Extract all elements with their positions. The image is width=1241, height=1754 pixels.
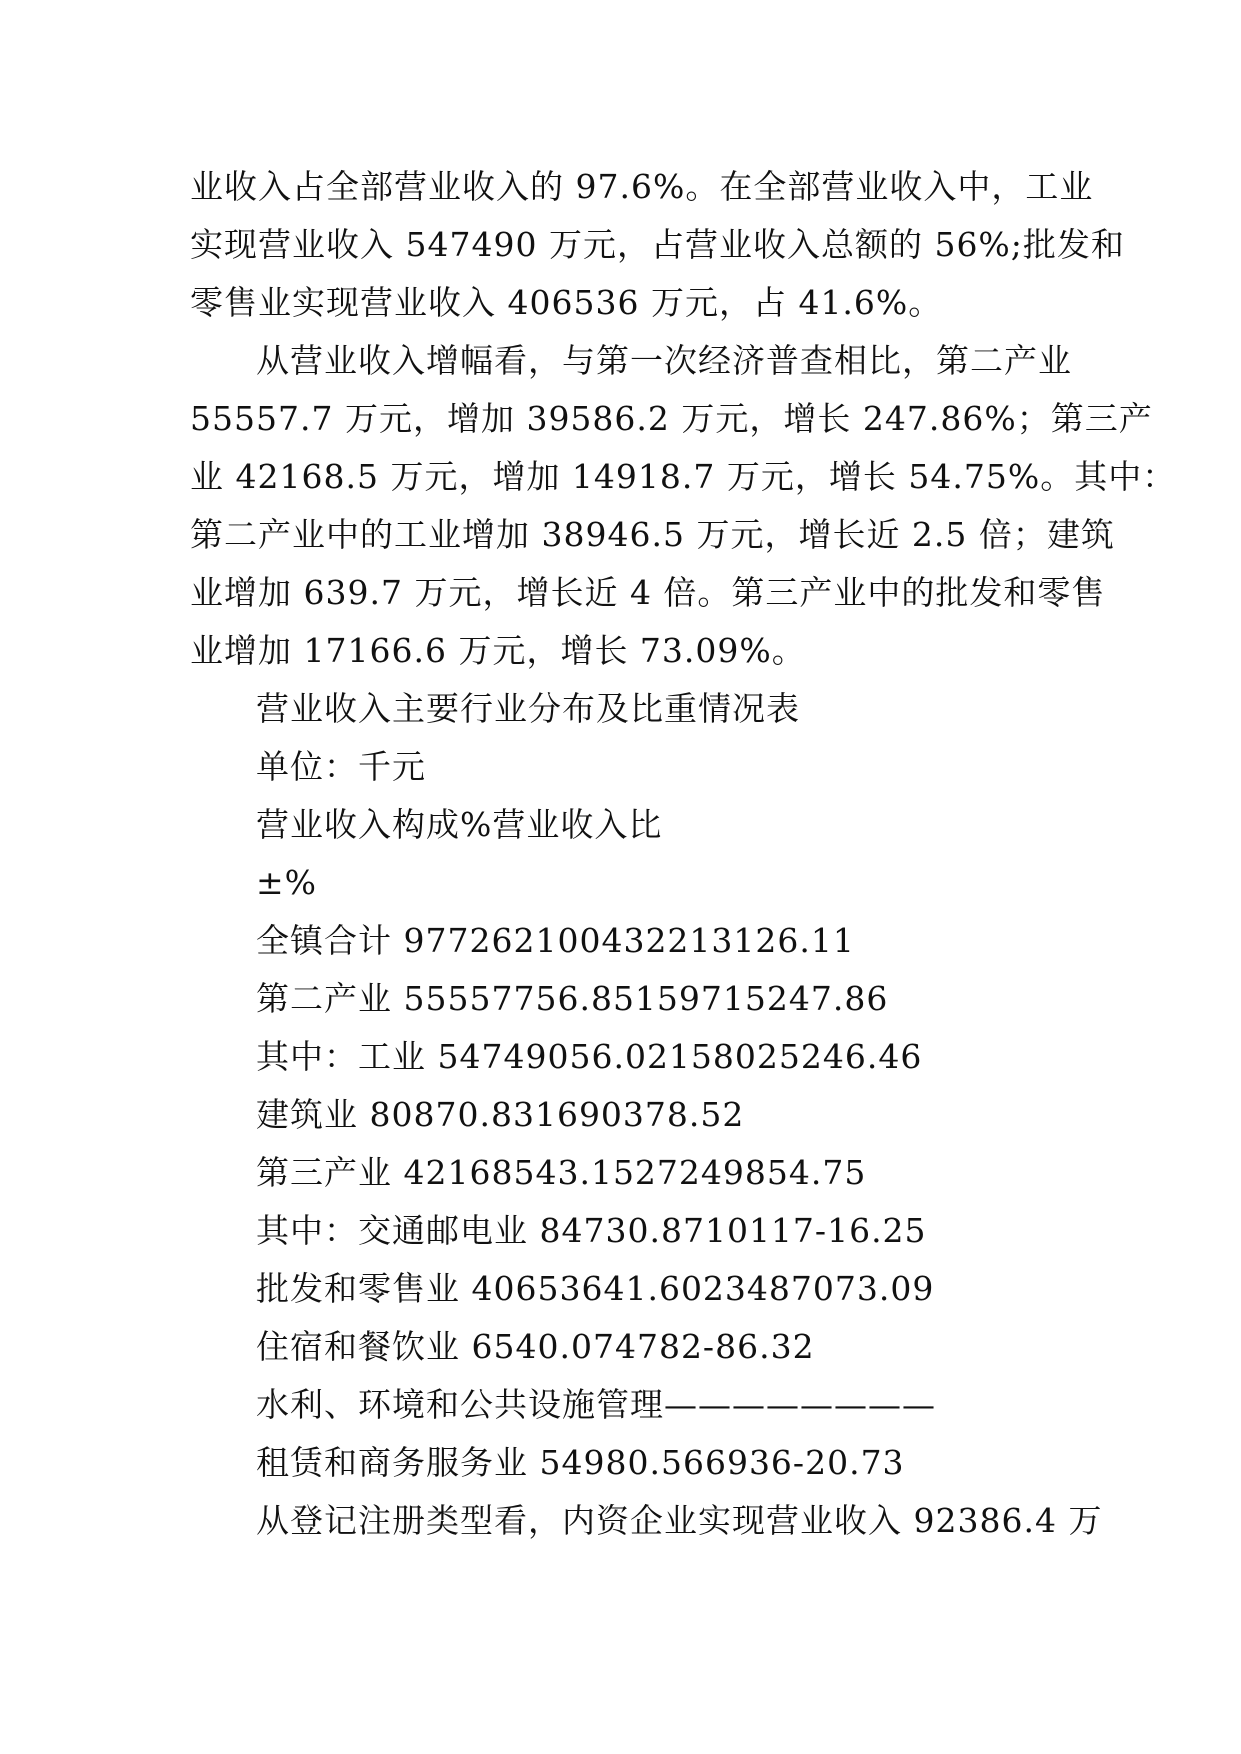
table-title: 营业收入主要行业分布及比重情况表 <box>256 689 800 728</box>
text-line: 业收入占全部营业收入的 97.6%。在全部营业收入中，工业 <box>190 167 1094 206</box>
table-row: 第三产业 42168543.1527249854.75 <box>256 1153 867 1192</box>
text-line: 实现营业收入 547490 万元，占营业收入总额的 56%;批发和 <box>190 225 1125 264</box>
text-line: 第二产业中的工业增加 38946.5 万元，增长近 2.5 倍；建筑 <box>190 515 1115 554</box>
text-line: 零售业实现营业收入 406536 万元，占 41.6%。 <box>190 283 943 322</box>
document-page <box>190 158 1177 1550</box>
table-header-continued: ±% <box>256 863 318 902</box>
table-row: 全镇合计 977262100432213126.11 <box>256 921 855 960</box>
table-header: 营业收入构成%营业收入比 <box>256 805 663 844</box>
industry-revenue-table <box>190 680 1060 1492</box>
paragraph-revenue-growth <box>190 332 1177 680</box>
table-row: 其中：交通邮电业 84730.8710117-16.25 <box>256 1211 927 1250</box>
text-line: 业 42168.5 万元，增加 14918.7 万元，增长 54.75%。其中： <box>190 457 1177 496</box>
text-line: 业增加 639.7 万元，增长近 4 倍。第三产业中的批发和零售 <box>190 573 1106 612</box>
table-unit: 单位：千元 <box>256 747 426 786</box>
closing-text-line: 从登记注册类型看，内资企业实现营业收入 92386.4 万 <box>256 1501 1103 1540</box>
text-line: 从营业收入增幅看，与第一次经济普查相比，第二产业 <box>256 341 1072 380</box>
table-row: 水利、环境和公共设施管理———————— <box>256 1385 936 1424</box>
text-line: 55557.7 万元，增加 39586.2 万元，增长 247.86%；第三产 <box>190 399 1153 438</box>
table-row: 批发和零售业 40653641.6023487073.09 <box>256 1269 935 1308</box>
table-row: 租赁和商务服务业 54980.566936-20.73 <box>256 1443 905 1482</box>
table-row: 住宿和餐饮业 6540.074782-86.32 <box>256 1327 815 1366</box>
table-row: 其中：工业 54749056.02158025246.46 <box>256 1037 923 1076</box>
table-row: 建筑业 80870.831690378.52 <box>256 1095 745 1134</box>
paragraph-revenue-share <box>190 158 1125 332</box>
table-row: 第二产业 55557756.85159715247.86 <box>256 979 889 1018</box>
text-line: 业增加 17166.6 万元，增长 73.09%。 <box>190 631 806 670</box>
